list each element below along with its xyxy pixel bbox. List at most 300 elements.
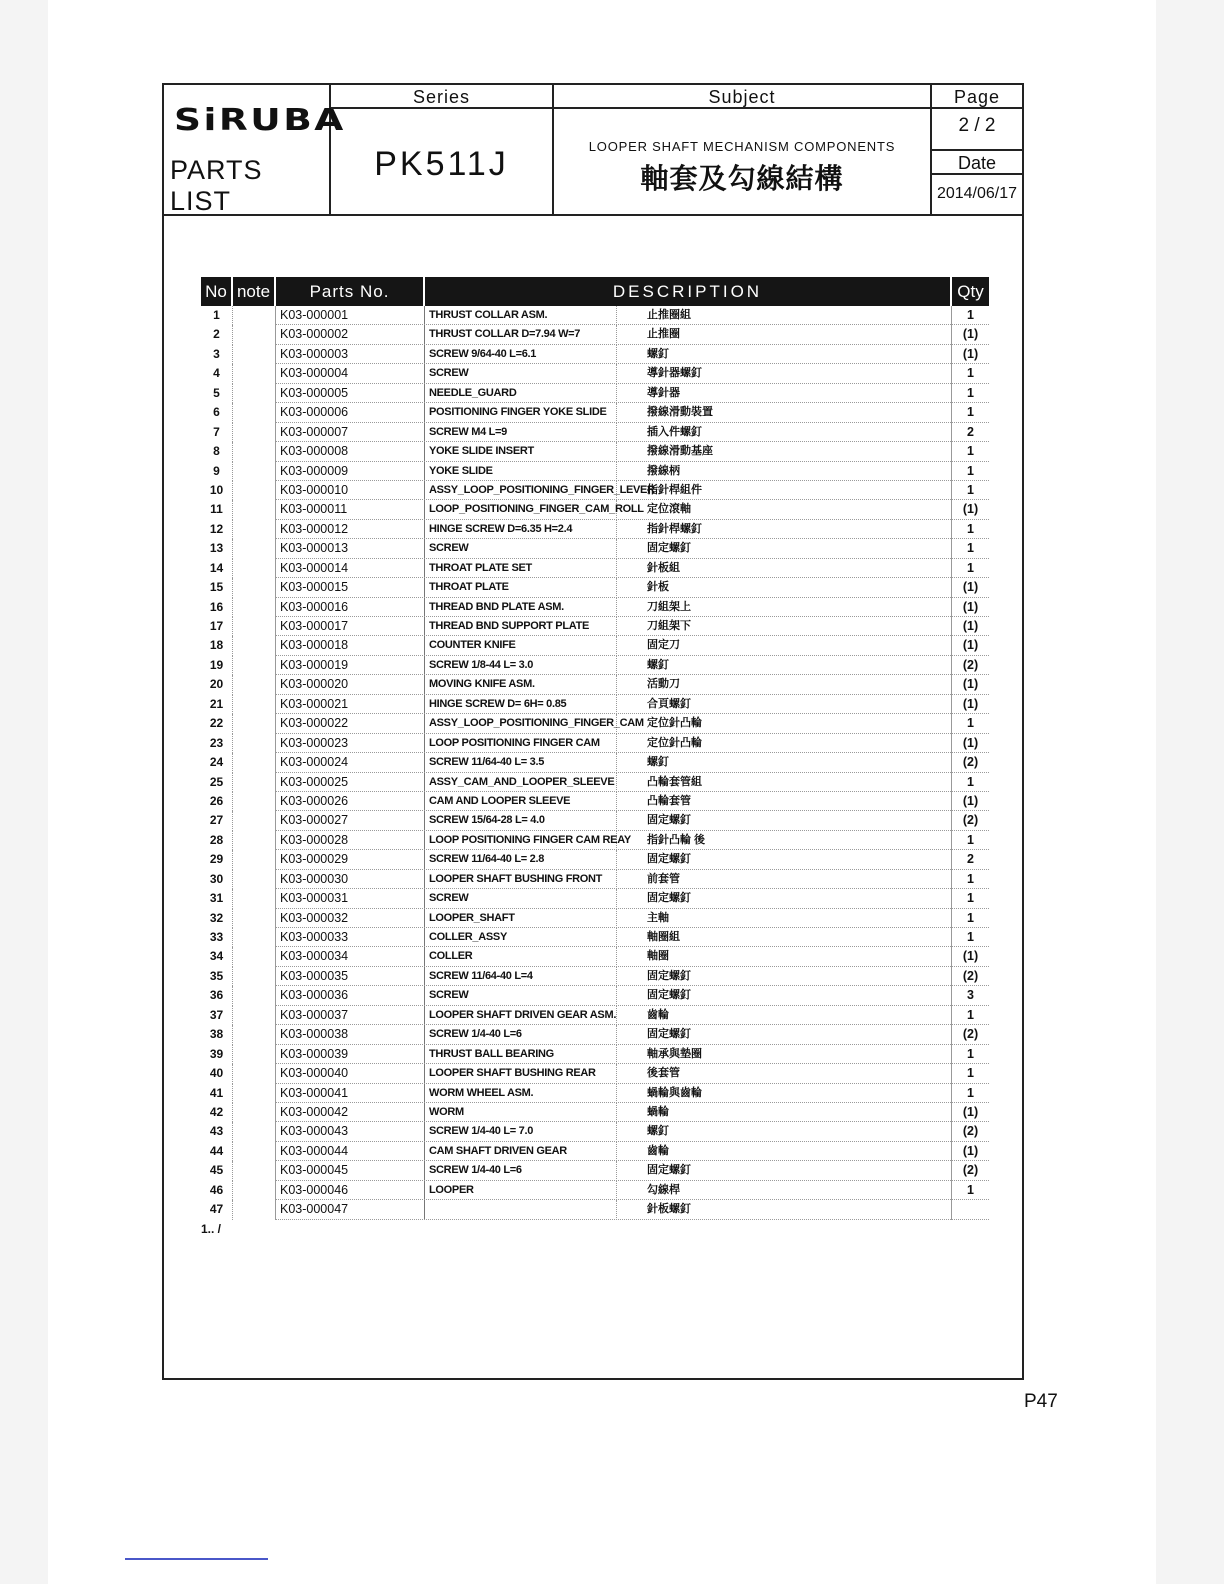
row-description-zh: 螺釘 <box>647 753 952 772</box>
row-description-en: WORM <box>427 1103 617 1122</box>
row-description-en <box>427 1200 617 1219</box>
row-parts-no: K03-000044 <box>276 1142 425 1161</box>
row-no: 10 <box>201 481 233 500</box>
row-parts-no: K03-000041 <box>276 1084 425 1103</box>
row-description-en: YOKE SLIDE <box>427 462 617 481</box>
table-row <box>201 539 989 558</box>
row-note <box>233 909 276 928</box>
row-qty: (1) <box>962 677 979 692</box>
row-qty: (1) <box>962 949 979 964</box>
row-description-zh: 定位滾軸 <box>647 500 952 519</box>
row-description-en: LOOPER SHAFT DRIVEN GEAR ASM. <box>427 1006 617 1025</box>
row-no: 27 <box>201 811 233 830</box>
row-note <box>233 345 276 364</box>
series-cell <box>331 85 554 214</box>
page-number: P47 <box>1024 1391 1058 1412</box>
header-parts-no: Parts No. <box>276 277 425 306</box>
row-description-zh: 固定螺釘 <box>647 811 952 830</box>
row-note <box>233 1200 276 1219</box>
row-parts-no: K03-000006 <box>276 403 425 422</box>
row-parts-no: K03-000027 <box>276 811 425 830</box>
row-parts-no: K03-000021 <box>276 695 425 714</box>
row-description-en: THREAD BND SUPPORT PLATE <box>427 617 617 636</box>
row-note <box>233 811 276 830</box>
row-no: 29 <box>201 850 233 869</box>
row-no: 39 <box>201 1045 233 1064</box>
row-description-zh: 針板螺釘 <box>647 1200 952 1219</box>
row-parts-no: K03-000031 <box>276 889 425 908</box>
row-note <box>233 481 276 500</box>
row-qty: (2) <box>962 755 979 770</box>
row-description-en: SCREW 11/64-40 L= 3.5 <box>427 753 617 772</box>
row-parts-no: K03-000043 <box>276 1122 425 1141</box>
row-qty: 1 <box>967 463 974 478</box>
row-description-en: THREAD BND PLATE ASM. <box>427 598 617 617</box>
row-description-en: SCREW 9/64-40 L=6.1 <box>427 345 617 364</box>
row-note <box>233 986 276 1005</box>
row-description-en: SCREW 11/64-40 L=4 <box>427 967 617 986</box>
row-note <box>233 500 276 519</box>
row-note <box>233 734 276 753</box>
row-qty: 1 <box>967 716 974 731</box>
row-description-zh: 指針桿組件 <box>647 481 952 500</box>
row-description-en: LOOP POSITIONING FINGER CAM <box>427 734 617 753</box>
row-parts-no: K03-000023 <box>276 734 425 753</box>
row-note <box>233 636 276 655</box>
row-parts-no: K03-000004 <box>276 364 425 383</box>
row-note <box>233 423 276 442</box>
row-no: 2 <box>201 325 233 344</box>
row-description-zh: 凸輪套管 <box>647 792 952 811</box>
row-qty: (1) <box>962 327 979 342</box>
row-note <box>233 967 276 986</box>
row-qty: 1 <box>967 444 974 459</box>
table-row <box>201 909 989 928</box>
row-no: 34 <box>201 947 233 966</box>
subject-chinese: 軸套及勾線結構 <box>640 163 844 194</box>
row-no: 30 <box>201 870 233 889</box>
row-description-en: SCREW 11/64-40 L= 2.8 <box>427 850 617 869</box>
row-description-zh: 刀組架下 <box>647 617 952 636</box>
row-description-en: LOOP_POSITIONING_FINGER_CAM_ROLL <box>427 500 617 519</box>
table-row <box>201 306 989 325</box>
row-qty: (2) <box>962 1163 979 1178</box>
table-row <box>201 1161 989 1180</box>
row-no: 47 <box>201 1200 233 1219</box>
row-qty: 1 <box>967 774 974 789</box>
table-row <box>201 889 989 908</box>
header-note: note <box>233 277 276 306</box>
row-note <box>233 753 276 772</box>
row-no: 18 <box>201 636 233 655</box>
row-parts-no: K03-000030 <box>276 870 425 889</box>
row-note <box>233 403 276 422</box>
date-caption: Date <box>932 149 1022 175</box>
header-description: DESCRIPTION <box>425 277 952 306</box>
row-description-zh: 導針器螺釘 <box>647 364 952 383</box>
row-no: 37 <box>201 1006 233 1025</box>
row-description-en: THROAT PLATE <box>427 578 617 597</box>
table-row <box>201 617 989 636</box>
row-description-zh: 刀組架上 <box>647 598 952 617</box>
row-qty: 1 <box>967 482 974 497</box>
row-note <box>233 325 276 344</box>
row-parts-no: K03-000002 <box>276 325 425 344</box>
table-row <box>201 1122 989 1141</box>
table-row <box>201 656 989 675</box>
row-note <box>233 462 276 481</box>
table-row <box>201 986 989 1005</box>
series-value: PK511J <box>374 145 509 183</box>
row-qty: (2) <box>962 813 979 828</box>
row-description-en: CAM AND LOOPER SLEEVE <box>427 792 617 811</box>
row-qty: 1 <box>967 832 974 847</box>
row-qty: (1) <box>962 696 979 711</box>
row-description-zh: 導針器 <box>647 384 952 403</box>
row-no: 13 <box>201 539 233 558</box>
row-note <box>233 714 276 733</box>
row-note <box>233 1064 276 1083</box>
row-description-zh: 固定螺釘 <box>647 986 952 1005</box>
table-row <box>201 675 989 694</box>
table-row <box>201 1142 989 1161</box>
row-qty: (1) <box>962 638 979 653</box>
row-qty: (2) <box>962 968 979 983</box>
row-description-zh: 活動刀 <box>647 675 952 694</box>
row-no: 4 <box>201 364 233 383</box>
table-row <box>201 423 989 442</box>
table-row <box>201 947 989 966</box>
row-qty: 1 <box>967 1182 974 1197</box>
row-note <box>233 1161 276 1180</box>
table-row <box>201 1200 989 1219</box>
page-caption: Page <box>932 85 1022 109</box>
row-parts-no: K03-000005 <box>276 384 425 403</box>
row-parts-no: K03-000017 <box>276 617 425 636</box>
row-qty: 1 <box>967 1007 974 1022</box>
row-no: 36 <box>201 986 233 1005</box>
row-qty: (1) <box>962 1143 979 1158</box>
table-row <box>201 850 989 869</box>
series-caption: Series <box>331 85 552 109</box>
row-description-zh: 軸圈 <box>647 947 952 966</box>
row-qty: 1 <box>967 560 974 575</box>
row-qty: (2) <box>962 657 979 672</box>
row-note <box>233 1045 276 1064</box>
row-qty: 1 <box>967 1085 974 1100</box>
row-no: 3 <box>201 345 233 364</box>
table-row <box>201 792 989 811</box>
row-qty: 1 <box>967 521 974 536</box>
row-description-en: COLLER <box>427 947 617 966</box>
row-parts-no: K03-000012 <box>276 520 425 539</box>
table-row <box>201 364 989 383</box>
row-note <box>233 578 276 597</box>
row-description-zh: 軸圈組 <box>647 928 952 947</box>
row-note <box>233 1006 276 1025</box>
brand-cell <box>164 85 346 216</box>
row-description-en: COUNTER KNIFE <box>427 636 617 655</box>
row-note <box>233 442 276 461</box>
table-row <box>201 928 989 947</box>
row-parts-no: K03-000018 <box>276 636 425 655</box>
row-qty: 1 <box>967 1066 974 1081</box>
row-parts-no: K03-000026 <box>276 792 425 811</box>
row-qty: 1 <box>967 308 974 322</box>
row-note <box>233 520 276 539</box>
row-description-zh: 螺釘 <box>647 656 952 675</box>
table-row <box>201 811 989 830</box>
row-description-en: SCREW 1/4-40 L=6 <box>427 1025 617 1044</box>
row-qty: (1) <box>962 793 979 808</box>
row-description-zh: 合頁螺釘 <box>647 695 952 714</box>
row-note <box>233 695 276 714</box>
header-qty: Qty <box>957 282 984 301</box>
row-parts-no: K03-000033 <box>276 928 425 947</box>
table-row <box>201 753 989 772</box>
row-description-zh: 固定螺釘 <box>647 539 952 558</box>
row-note <box>233 1122 276 1141</box>
page-value: 2 / 2 <box>958 115 996 136</box>
table-row <box>201 1045 989 1064</box>
row-qty: (1) <box>962 599 979 614</box>
row-qty: (1) <box>962 1104 979 1119</box>
row-parts-no: K03-000037 <box>276 1006 425 1025</box>
row-no: 41 <box>201 1084 233 1103</box>
row-parts-no: K03-000022 <box>276 714 425 733</box>
row-no: 32 <box>201 909 233 928</box>
table-row <box>201 695 989 714</box>
row-parts-no: K03-000008 <box>276 442 425 461</box>
row-parts-no: K03-000045 <box>276 1161 425 1180</box>
row-description-en: YOKE SLIDE INSERT <box>427 442 617 461</box>
row-qty: 2 <box>967 424 974 439</box>
row-no: 6 <box>201 403 233 422</box>
row-parts-no: K03-000036 <box>276 986 425 1005</box>
row-parts-no: K03-000019 <box>276 656 425 675</box>
row-qty: 3 <box>967 988 974 1003</box>
row-note <box>233 598 276 617</box>
row-description-zh: 指針桿螺釘 <box>647 520 952 539</box>
row-description-zh: 定位針凸輪 <box>647 714 952 733</box>
row-description-zh: 主軸 <box>647 909 952 928</box>
row-no: 16 <box>201 598 233 617</box>
row-qty: (1) <box>962 735 979 750</box>
row-note <box>233 831 276 850</box>
row-no: 44 <box>201 1142 233 1161</box>
row-note <box>233 792 276 811</box>
row-description-en: SCREW 1/8-44 L= 3.0 <box>427 656 617 675</box>
row-qty: 1 <box>967 405 974 420</box>
row-qty: (2) <box>962 1124 979 1139</box>
row-description-zh: 齒輪 <box>647 1006 952 1025</box>
row-qty: 1 <box>967 891 974 906</box>
table-row <box>201 636 989 655</box>
row-no: 26 <box>201 792 233 811</box>
row-description-en: THROAT PLATE SET <box>427 559 617 578</box>
row-description-zh: 撥線柄 <box>647 462 952 481</box>
row-no: 38 <box>201 1025 233 1044</box>
row-parts-no: K03-000011 <box>276 500 425 519</box>
row-qty: (2) <box>962 1027 979 1042</box>
row-no: 35 <box>201 967 233 986</box>
row-description-en: SCREW 15/64-28 L= 4.0 <box>427 811 617 830</box>
row-note <box>233 889 276 908</box>
row-description-en: ASSY_LOOP_POSITIONING_FINGER_LEVER <box>427 481 617 500</box>
row-qty: (1) <box>962 346 979 361</box>
table-row <box>201 831 989 850</box>
subject-english: LOOPER SHAFT MECHANISM COMPONENTS <box>588 139 896 154</box>
row-no: 14 <box>201 559 233 578</box>
row-no: 19 <box>201 656 233 675</box>
row-no: 25 <box>201 773 233 792</box>
row-description-zh: 蝸輪與齒輪 <box>647 1084 952 1103</box>
row-description-zh: 固定螺釘 <box>647 1025 952 1044</box>
table-row <box>201 325 989 344</box>
row-description-zh: 固定螺釘 <box>647 1161 952 1180</box>
row-description-zh: 止推圈組 <box>647 306 952 325</box>
subject-cell <box>554 85 932 214</box>
row-description-zh: 凸輪套管組 <box>647 773 952 792</box>
row-no: 23 <box>201 734 233 753</box>
row-description-en: LOOPER_SHAFT <box>427 909 617 928</box>
row-no: 31 <box>201 889 233 908</box>
row-parts-no: K03-000016 <box>276 598 425 617</box>
row-parts-no: K03-000028 <box>276 831 425 850</box>
row-parts-no: K03-000046 <box>276 1181 425 1200</box>
table-row <box>201 500 989 519</box>
row-note <box>233 364 276 383</box>
row-parts-no: K03-000047 <box>276 1200 425 1219</box>
table-row <box>201 520 989 539</box>
row-parts-no: K03-000010 <box>276 481 425 500</box>
table-row <box>201 345 989 364</box>
table-row <box>201 578 989 597</box>
row-description-zh: 固定螺釘 <box>647 850 952 869</box>
row-parts-no: K03-000029 <box>276 850 425 869</box>
table-row <box>201 1084 989 1103</box>
row-no: 8 <box>201 442 233 461</box>
row-no: 28 <box>201 831 233 850</box>
row-parts-no: K03-000003 <box>276 345 425 364</box>
row-no: 33 <box>201 928 233 947</box>
row-qty: 1 <box>967 385 974 400</box>
row-no: 12 <box>201 520 233 539</box>
row-note <box>233 306 276 325</box>
row-no: 40 <box>201 1064 233 1083</box>
row-description-en: CAM SHAFT DRIVEN GEAR <box>427 1142 617 1161</box>
row-qty: 1 <box>967 366 974 381</box>
row-description-zh: 齒輪 <box>647 1142 952 1161</box>
row-qty: 1 <box>967 1046 974 1061</box>
row-description-en: LOOP POSITIONING FINGER CAM REAY <box>427 831 617 850</box>
row-qty: 1 <box>967 541 974 556</box>
row-description-zh: 指針凸輪 後 <box>647 831 952 850</box>
row-qty: (1) <box>962 580 979 595</box>
row-description-en: THRUST COLLAR ASM. <box>427 306 617 325</box>
row-qty: (1) <box>962 619 979 633</box>
row-no: 21 <box>201 695 233 714</box>
table-row <box>201 384 989 403</box>
row-description-en: SCREW <box>427 889 617 908</box>
table-row <box>201 559 989 578</box>
row-parts-no: K03-000025 <box>276 773 425 792</box>
row-parts-no: K03-000007 <box>276 423 425 442</box>
table-body <box>201 306 989 1220</box>
row-qty: (1) <box>962 502 979 517</box>
row-description-zh: 蝸輪 <box>647 1103 952 1122</box>
row-parts-no: K03-000040 <box>276 1064 425 1083</box>
row-note <box>233 1025 276 1044</box>
row-parts-no: K03-000015 <box>276 578 425 597</box>
row-description-en: SCREW <box>427 986 617 1005</box>
row-description-zh: 定位針凸輪 <box>647 734 952 753</box>
title-block <box>164 85 1022 216</box>
table-row <box>201 462 989 481</box>
row-note <box>233 617 276 636</box>
row-no: 1 <box>201 306 233 325</box>
row-description-zh: 螺釘 <box>647 1122 952 1141</box>
row-description-en: HINGE SCREW D= 6H= 0.85 <box>427 695 617 714</box>
row-note <box>233 1084 276 1103</box>
row-no: 15 <box>201 578 233 597</box>
row-description-en: SCREW 1/4-40 L=6 <box>427 1161 617 1180</box>
row-parts-no: K03-000013 <box>276 539 425 558</box>
row-description-zh: 插入件螺釘 <box>647 423 952 442</box>
row-note <box>233 1181 276 1200</box>
row-description-en: ASSY_CAM_AND_LOOPER_SLEEVE <box>427 773 617 792</box>
row-description-en: SCREW <box>427 539 617 558</box>
table-row <box>201 870 989 889</box>
table-row <box>201 442 989 461</box>
row-description-en: SCREW <box>427 364 617 383</box>
table-row <box>201 1064 989 1083</box>
row-note <box>233 384 276 403</box>
row-no: 7 <box>201 423 233 442</box>
table-row <box>201 403 989 422</box>
table-header <box>201 277 989 306</box>
row-no: 5 <box>201 384 233 403</box>
row-note <box>233 675 276 694</box>
row-parts-no: K03-000020 <box>276 675 425 694</box>
row-description-en: MOVING KNIFE ASM. <box>427 675 617 694</box>
row-no: 45 <box>201 1161 233 1180</box>
row-description-zh: 後套管 <box>647 1064 952 1083</box>
row-description-en: LOOPER SHAFT BUSHING REAR <box>427 1064 617 1083</box>
row-description-en: LOOPER SHAFT BUSHING FRONT <box>427 870 617 889</box>
row-note <box>233 947 276 966</box>
row-no: 46 <box>201 1181 233 1200</box>
row-parts-no: K03-000001 <box>276 306 425 325</box>
row-description-en: ASSY_LOOP_POSITIONING_FINGER_CAM <box>427 714 617 733</box>
row-description-zh: 撥線滑動基座 <box>647 442 952 461</box>
row-qty <box>952 1200 989 1219</box>
table-row <box>201 734 989 753</box>
header-no: No <box>201 277 233 306</box>
row-description-zh: 軸承與墊圈 <box>647 1045 952 1064</box>
row-description-zh: 固定刀 <box>647 636 952 655</box>
row-description-en: LOOPER <box>427 1181 617 1200</box>
row-description-en: SCREW 1/4-40 L= 7.0 <box>427 1122 617 1141</box>
row-description-en: HINGE SCREW D=6.35 H=2.4 <box>427 520 617 539</box>
row-parts-no: K03-000032 <box>276 909 425 928</box>
row-no: 42 <box>201 1103 233 1122</box>
row-no: 24 <box>201 753 233 772</box>
row-note <box>233 870 276 889</box>
row-qty: 1 <box>967 871 974 886</box>
row-no: 11 <box>201 500 233 519</box>
row-parts-no: K03-000034 <box>276 947 425 966</box>
